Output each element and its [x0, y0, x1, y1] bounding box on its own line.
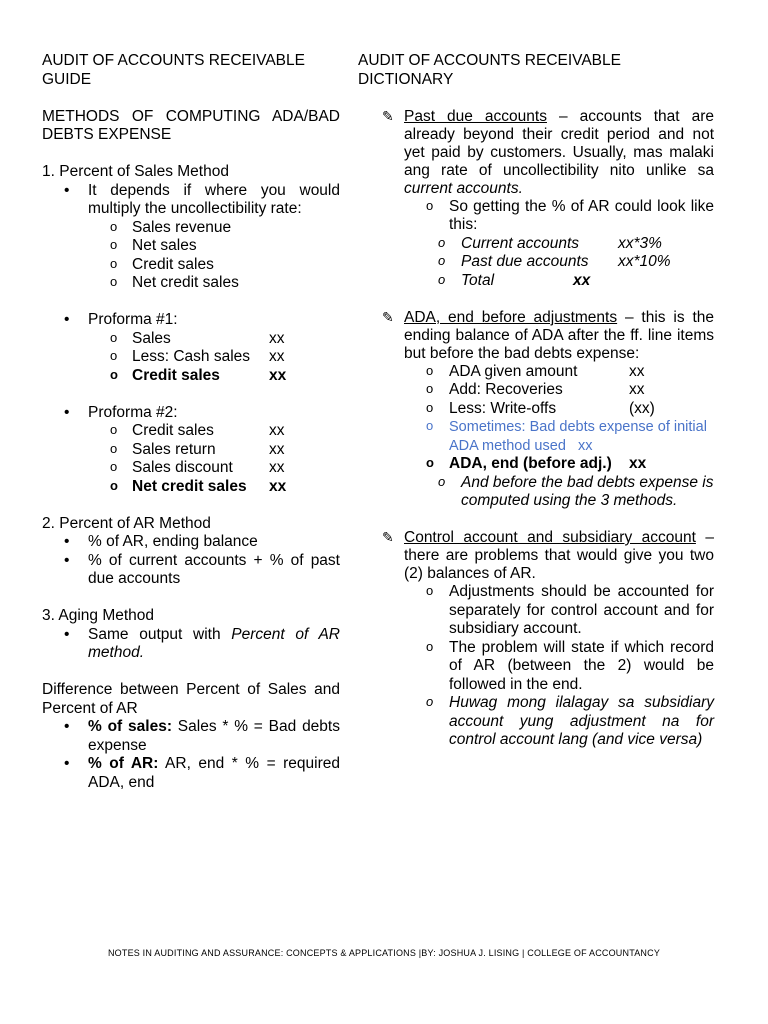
dictionary-entry	[358, 309, 714, 363]
row-value: xx	[269, 440, 285, 458]
entry-definition: – accounts that are already beyond their credit period and not yet paid by customers. Usually, mas malaki ang rate of uncollectibility nito unlike sa	[404, 107, 715, 179]
row-value: xx*10%	[618, 253, 671, 270]
list-item: o Net sales	[42, 237, 340, 256]
row-value: xx*3%	[618, 234, 662, 252]
entry2-note	[358, 474, 714, 511]
row-label: Current accounts	[461, 234, 580, 252]
entry-term: Control account and subsidiary account	[404, 529, 696, 546]
entry1-sublist	[358, 198, 714, 235]
method3-emphasis: Percent of AR method.	[88, 625, 340, 661]
list-item: o Sales revenue	[42, 219, 340, 238]
dictionary-entry	[358, 108, 714, 198]
row-label: ADA, end (before adj.)	[449, 455, 612, 472]
pencil-icon: ✎	[382, 107, 394, 124]
row-label: Past due accounts	[461, 253, 589, 270]
list-item	[42, 626, 340, 663]
method1-list	[42, 182, 340, 219]
row-label: Credit sales	[132, 366, 220, 384]
method2-list	[42, 533, 340, 589]
row-value: xx	[269, 366, 287, 384]
list-item: o The problem will state if which record of AR (between the 2) would be followed in the end.	[358, 639, 714, 695]
difference-heading: Difference between Percent of Sales and Percent of AR	[42, 681, 340, 717]
row-value: xx	[269, 459, 285, 476]
entry-term: Past due accounts	[404, 107, 547, 125]
entry2-rows	[358, 363, 714, 474]
row-label: Net credit sales	[132, 477, 247, 495]
method3-text: Same output with	[88, 625, 232, 643]
entry-definition: – this is the ending balance of ADA after the ff. line items but before the bad debts expense:	[404, 308, 714, 362]
row-value: xx	[269, 348, 285, 365]
proforma-row	[42, 459, 340, 478]
ar-row	[358, 253, 714, 272]
row-value: xx	[573, 271, 591, 289]
row-label: Sales return	[132, 440, 216, 458]
left-column	[42, 52, 340, 792]
row-label: Sales discount	[132, 459, 233, 476]
proforma2	[42, 404, 340, 497]
entry3-list	[358, 583, 714, 750]
proforma-row	[42, 441, 340, 460]
proforma-row	[42, 348, 340, 367]
row-value: xx	[269, 477, 287, 495]
method3-heading: 3. Aging Method	[42, 607, 155, 624]
method1-bases	[42, 219, 340, 293]
list-item	[42, 755, 340, 792]
list-item: o Credit sales	[42, 256, 340, 275]
diff-label: % of AR:	[88, 755, 159, 772]
list-item: o And before the bad debts expense is computed using the 3 methods.	[358, 474, 714, 511]
diff-text: Sales * % = Bad debts expense	[88, 718, 340, 754]
list-item: • % of AR, ending balance	[42, 533, 340, 552]
pencil-icon: ✎	[382, 308, 394, 325]
page-footer: NOTES IN AUDITING AND ASSURANCE: CONCEPTS & APPLICATIONS |BY: JOSHUA J. LISING | COLLEGE OF ACCOUNTANCY	[107, 948, 661, 958]
list-item: o So getting the % of AR could look like this:	[358, 198, 714, 235]
methods-heading: METHODS OF COMPUTING ADA/BAD DEBTS EXPENSE	[42, 107, 340, 143]
proforma-row	[42, 330, 340, 349]
proforma1	[42, 311, 340, 385]
row-label: Total	[461, 271, 495, 289]
row-value: xx	[269, 422, 285, 439]
method3-list	[42, 626, 340, 663]
row-label: ADA given amount	[449, 362, 578, 380]
left-title: AUDIT OF ACCOUNTS RECEIVABLE GUIDE	[42, 52, 305, 88]
ada-row	[358, 400, 714, 419]
row-value: xx	[269, 329, 285, 347]
list-item: o Net credit sales	[42, 274, 340, 293]
method2-heading: 2. Percent of AR Method	[42, 514, 211, 532]
row-label: Sales	[132, 329, 171, 347]
list-item: o Adjustments should be accounted for separately for control account and for subsidiary account.	[358, 583, 714, 639]
ada-row	[358, 381, 714, 400]
list-item: • % of current accounts + % of past due accounts	[42, 552, 340, 589]
list-item: • It depends if where you would multiply the uncollectibility rate:	[42, 182, 340, 219]
row-label: Credit sales	[132, 422, 214, 439]
row-value: xx	[629, 455, 647, 472]
row-label: Add: Recoveries	[449, 381, 563, 398]
right-column	[358, 52, 714, 750]
proforma-row	[42, 422, 340, 441]
row-value: (xx)	[629, 399, 655, 417]
proforma1-label: • Proforma #1:	[42, 311, 340, 330]
ar-row	[358, 272, 714, 291]
ada-row-note	[358, 418, 714, 455]
row-label: Less: Write-offs	[449, 399, 557, 417]
ada-end-row	[358, 455, 714, 474]
list-item	[42, 718, 340, 755]
proforma-row	[42, 367, 340, 386]
note-value: xx	[577, 437, 593, 454]
row-value: xx	[629, 381, 645, 398]
entry-term: ADA, end before adjustments	[404, 308, 618, 326]
entry1-rows	[358, 235, 714, 291]
proforma2-label: • Proforma #2:	[42, 404, 340, 423]
row-label: Less: Cash sales	[132, 348, 251, 365]
entry-emphasis: current accounts.	[404, 179, 523, 197]
note-text: Sometimes: Bad debts expense of initial ADA method used	[449, 419, 707, 454]
dictionary-entry	[358, 529, 714, 583]
diff-text: AR, end * % = required ADA, end	[88, 755, 341, 791]
difference-list	[42, 718, 340, 792]
pencil-icon: ✎	[382, 529, 394, 545]
right-title: AUDIT OF ACCOUNTS RECEIVABLE DICTIONARY	[358, 52, 621, 88]
proforma-row	[42, 478, 340, 497]
diff-label: % of sales:	[88, 718, 172, 735]
method1-heading: 1. Percent of Sales Method	[42, 163, 229, 180]
row-value: xx	[629, 362, 645, 380]
entry-definition: – there are problems that would give you two (2) balances of AR.	[404, 529, 714, 582]
ada-row	[358, 363, 714, 382]
ar-row	[358, 235, 714, 254]
list-item: o Huwag mong ilalagay sa subsidiary account yung adjustment na for control account lang (and vice versa)	[358, 694, 714, 750]
